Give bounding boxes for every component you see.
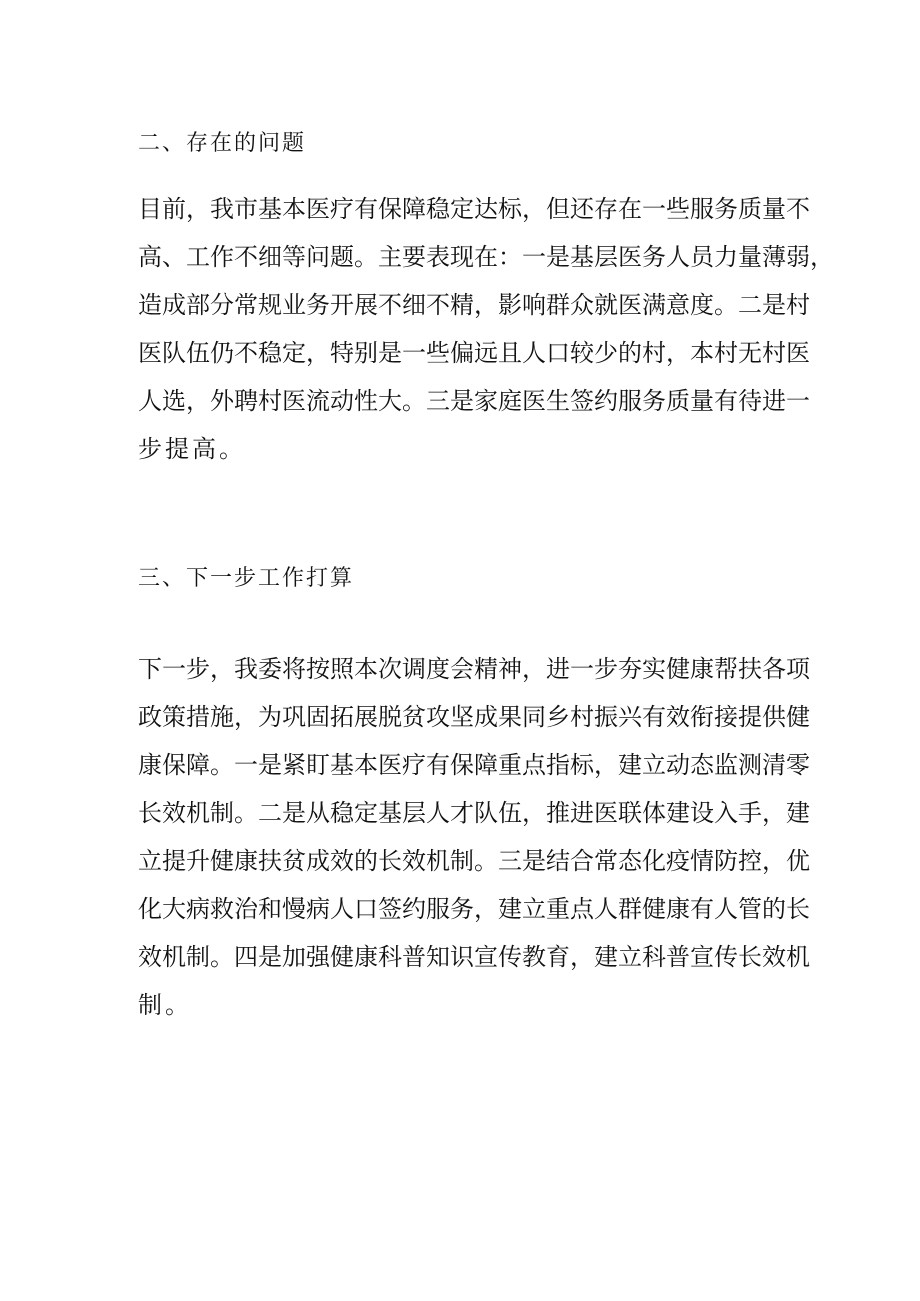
paragraph-line: 下一步，我委将按照本次调度会精神，进一步夯实健康帮扶各项 [138, 655, 810, 683]
section-heading-problems: 二、存在的问题 [138, 131, 307, 156]
paragraph-line: 造成部分常规业务开展不细不精，影响群众就医满意度。二是村 [138, 291, 810, 319]
paragraph-line: 康保障。一是紧盯基本医疗有保障重点指标，建立动态监测清零 [138, 751, 810, 779]
paragraph-line: 立提升健康扶贫成效的长效机制。三是结合常态化疫情防控，优 [138, 847, 810, 875]
problems-paragraph [138, 185, 834, 473]
next-steps-paragraph [138, 645, 810, 1029]
paragraph-line: 化大病救治和慢病人口签约服务，建立重点人群健康有人管的长 [138, 895, 810, 923]
paragraph-line: 效机制。四是加强健康科普知识宣传教育，建立科普宣传长效机 [138, 943, 810, 971]
section-heading-next-steps: 三、下一步工作打算 [138, 566, 355, 591]
paragraph-line: 政策措施，为巩固拓展脱贫攻坚成果同乡村振兴有效衔接提供健 [138, 703, 810, 731]
paragraph-line: 医队伍仍不稳定，特别是一些偏远且人口较少的村，本村无村医 [138, 339, 810, 367]
paragraph-line: 高、工作不细等问题。主要表现在：一是基层医务人员力量薄弱， [138, 243, 834, 271]
paragraph-line: 长效机制。二是从稳定基层人才队伍，推进医联体建设入手，建 [138, 799, 810, 827]
paragraph-line: 目前，我市基本医疗有保障稳定达标，但还存在一些服务质量不 [138, 195, 810, 223]
paragraph-line: 人选，外聘村医流动性大。三是家庭医生签约服务质量有待进一 [138, 387, 810, 415]
paragraph-line: 制。 [138, 991, 192, 1019]
paragraph-line: 步提高。 [138, 435, 246, 463]
